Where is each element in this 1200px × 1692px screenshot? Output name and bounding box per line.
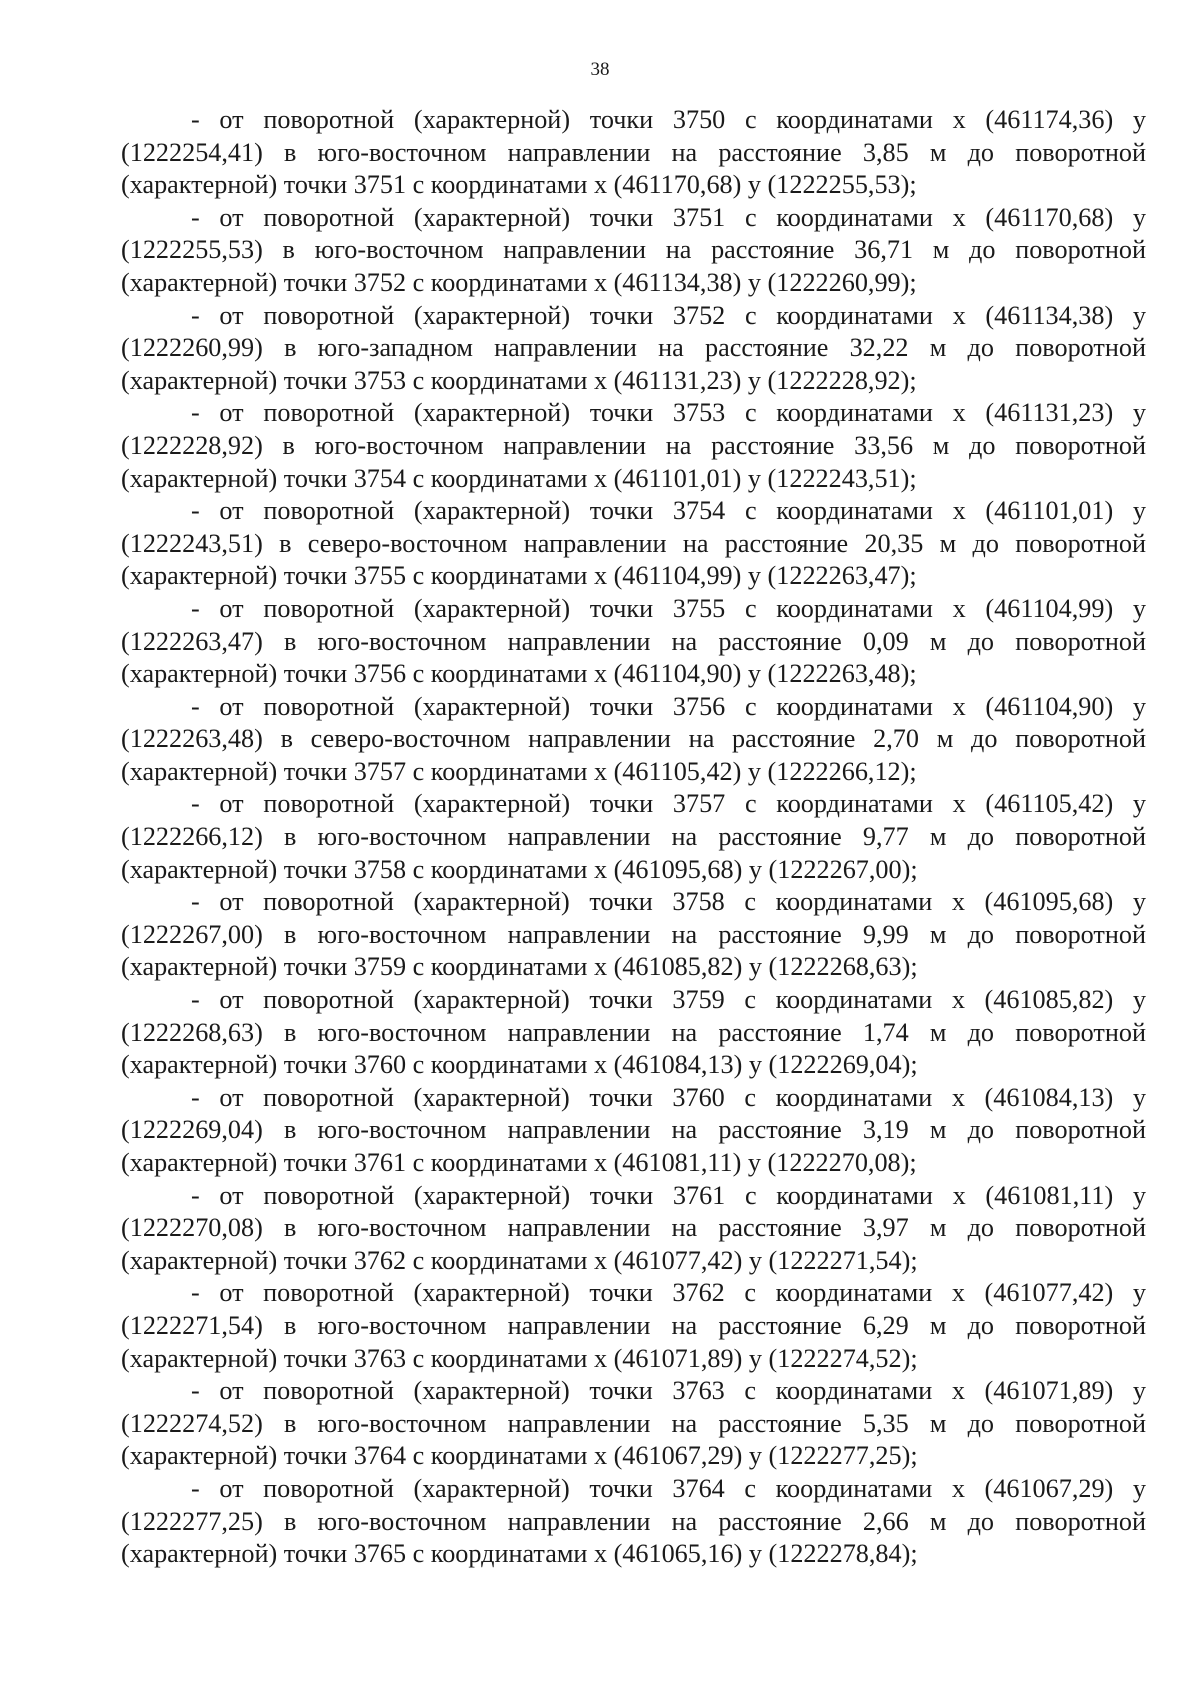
- boundary-segment-paragraph: - от поворотной (характерной) точки 3756 с координатами х (461104,90) у (1222263,48) в северо-восточном направлении на расстояние 2,70 м до поворотной (характерной) точки 3757 с координатами х (461105,42) у (1222266,12);: [121, 691, 1146, 786]
- boundary-segment-paragraph: - от поворотной (характерной) точки 3758 с координатами х (461095,68) у (1222267,00) в юго-восточном направлении на расстояние 9,99 м до поворотной (характерной) точки 3759 с координатами х (461085,82) у (1222268,63);: [121, 887, 1146, 982]
- boundary-segment-paragraph: - от поворотной (характерной) точки 3761 с координатами х (461081,11) у (1222270,08) в юго-восточном направлении на расстояние 3,97 м до поворотной (характерной) точки 3762 с координатами х (461077,42) у (1222271,54);: [121, 1180, 1146, 1275]
- boundary-segment-paragraph: - от поворотной (характерной) точки 3757 с координатами х (461105,42) у (1222266,12) в юго-восточном направлении на расстояние 9,77 м до поворотной (характерной) точки 3758 с координатами х (461095,68) у (1222267,00);: [121, 789, 1146, 884]
- document-body: [121, 104, 1146, 1571]
- boundary-segment-paragraph: - от поворотной (характерной) точки 3763 с координатами х (461071,89) у (1222274,52) в юго-восточном направлении на расстояние 5,35 м до поворотной (характерной) точки 3764 с координатами х (461067,29) у (1222277,25);: [121, 1376, 1146, 1471]
- boundary-segment-paragraph: - от поворотной (характерной) точки 3754 с координатами х (461101,01) у (1222243,51) в северо-восточном направлении на расстояние 20,35 м до поворотной (характерной) точки 3755 с координатами х (461104,99) у (1222263,47);: [121, 496, 1146, 591]
- boundary-segment-paragraph: - от поворотной (характерной) точки 3762 с координатами х (461077,42) у (1222271,54) в юго-восточном направлении на расстояние 6,29 м до поворотной (характерной) точки 3763 с координатами х (461071,89) у (1222274,52);: [121, 1278, 1146, 1373]
- boundary-segment-paragraph: - от поворотной (характерной) точки 3759 с координатами х (461085,82) у (1222268,63) в юго-восточном направлении на расстояние 1,74 м до поворотной (характерной) точки 3760 с координатами х (461084,13) у (1222269,04);: [121, 985, 1146, 1080]
- boundary-segment-paragraph: - от поворотной (характерной) точки 3764 с координатами х (461067,29) у (1222277,25) в юго-восточном направлении на расстояние 2,66 м до поворотной (характерной) точки 3765 с координатами х (461065,16) у (1222278,84);: [121, 1473, 1146, 1569]
- boundary-segment-paragraph: - от поворотной (характерной) точки 3753 с координатами х (461131,23) у (1222228,92) в юго-восточном направлении на расстояние 33,56 м до поворотной (характерной) точки 3754 с координатами х (461101,01) у (1222243,51);: [121, 398, 1146, 493]
- boundary-segment-paragraph: - от поворотной (характерной) точки 3751 с координатами х (461170,68) у (1222255,53) в юго-восточном направлении на расстояние 36,71 м до поворотной (характерной) точки 3752 с координатами х (461134,38) у (1222260,99);: [121, 202, 1146, 297]
- boundary-segment-paragraph: - от поворотной (характерной) точки 3752 с координатами х (461134,38) у (1222260,99) в юго-западном направлении на расстояние 32,22 м до поворотной (характерной) точки 3753 с координатами х (461131,23) у (1222228,92);: [121, 300, 1146, 395]
- page-number: 38: [590, 59, 610, 80]
- boundary-segment-paragraph: - от поворотной (характерной) точки 3755 с координатами х (461104,99) у (1222263,47) в юго-восточном направлении на расстояние 0,09 м до поворотной (характерной) точки 3756 с координатами х (461104,90) у (1222263,48);: [121, 593, 1146, 689]
- boundary-segment-paragraph: - от поворотной (характерной) точки 3750 с координатами х (461174,36) у (1222254,41) в юго-восточном направлении на расстояние 3,85 м до поворотной (характерной) точки 3751 с координатами х (461170,68) у (1222255,53);: [121, 105, 1146, 200]
- boundary-segment-paragraph: - от поворотной (характерной) точки 3760 с координатами х (461084,13) у (1222269,04) в юго-восточном направлении на расстояние 3,19 м до поворотной (характерной) точки 3761 с координатами х (461081,11) у (1222270,08);: [121, 1082, 1146, 1177]
